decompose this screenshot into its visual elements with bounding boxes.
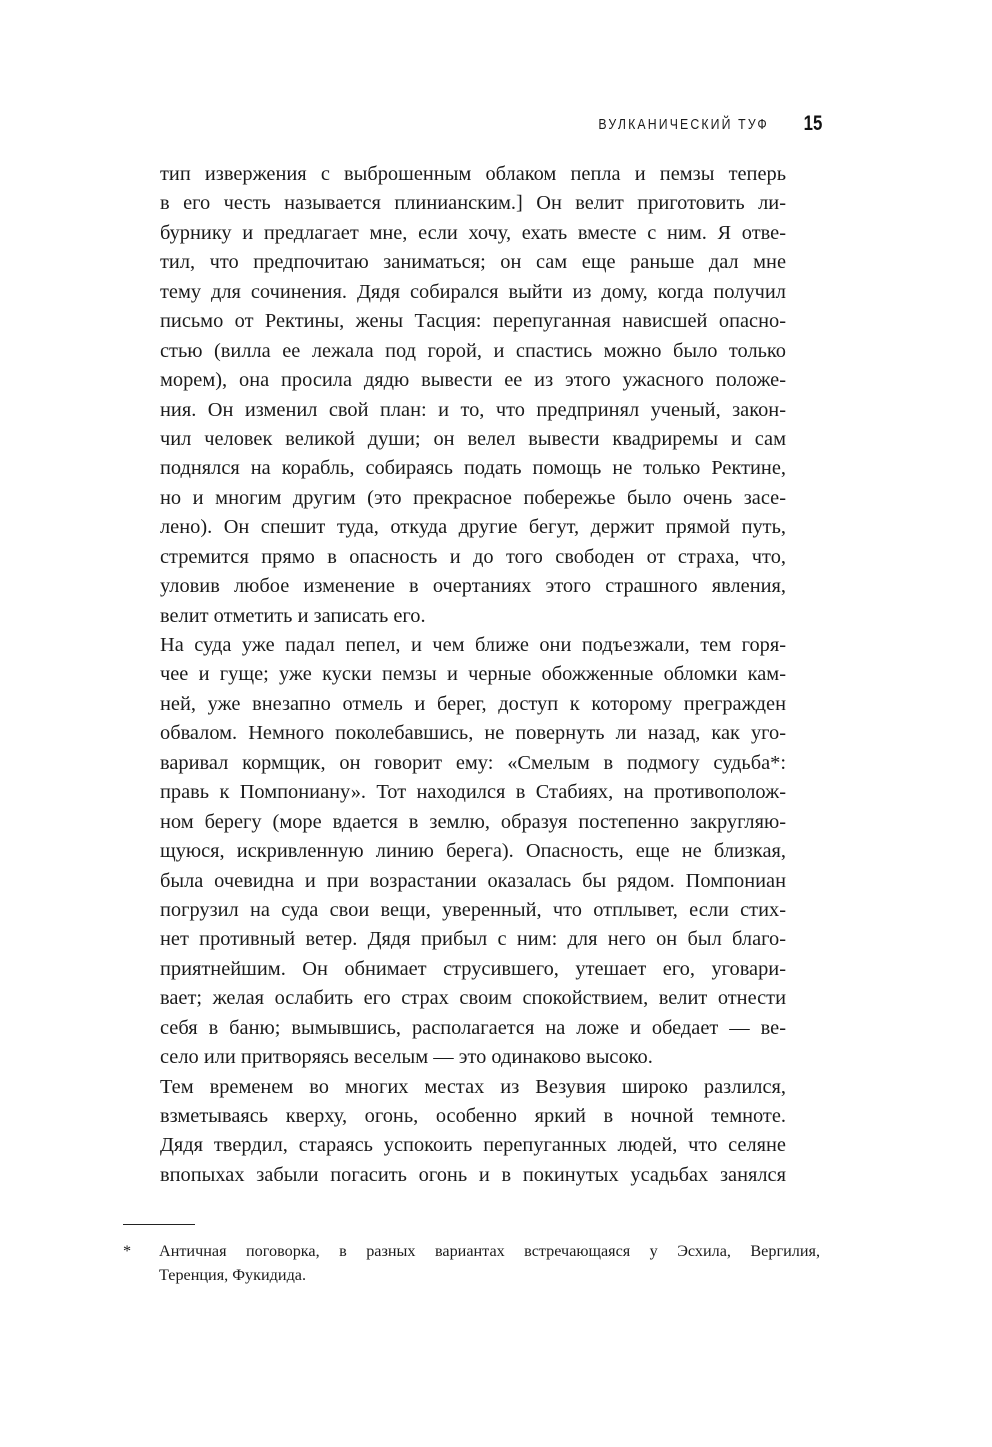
text-line: лено). Он спешит туда, откуда другие бегут, держит прямой путь, (160, 516, 786, 539)
text-line: бурнику и предлагает мне, если хочу, ехать вместе с ним. Я отве- (160, 221, 786, 244)
footnote-line: Античная поговорка, в разных вариантах встречающаяся у Эсхила, Вергилия, (159, 1242, 820, 1260)
text-line: письмо от Ректины, жены Тасция: перепуганная нависшей опасно- (160, 310, 786, 333)
footnote-marker: * (123, 1242, 132, 1260)
text-line: тип извержения с выброшенным облаком пепла и пемзы теперь (160, 163, 786, 185)
text-line: в его честь называется плинианским.] Он велит приготовить ли- (160, 192, 786, 215)
text-line: поднялся на корабль, собираясь подать помощь не только Ректине, (160, 457, 786, 480)
text-line: морем), она просила дядю вывести ее из этого ужасного положе- (160, 369, 786, 392)
text-line: нет противный ветер. Дядя прибыл с ним: для него он был благо- (160, 928, 786, 951)
text-line: ния. Он изменил свой план: и то, что предпринял ученый, закон- (160, 398, 786, 421)
text-line: обвалом. Немного поколебавшись, не повернуть ли назад, как уго- (160, 722, 786, 745)
text-line: себя в баню; вымывшись, располагается на ложе и обедает — ве- (160, 1016, 786, 1039)
text-line: но и многим другим (это прекрасное побережье было очень засе- (160, 486, 786, 509)
text-line: приятнейшим. Он обнимает струсившего, утешает его, уговари- (160, 957, 786, 980)
body-text (160, 160, 786, 1190)
footnote-line: Теренция, Фукидида. (159, 1265, 307, 1284)
text-line: ней, уже внезапно отмель и берег, доступ к которому прегражден (160, 692, 786, 715)
text-line: тил, что предпочитаю заниматься; он сам еще раньше дал мне (160, 251, 786, 274)
text-line: Тем временем во многих местах из Везувия широко разлился, (160, 1075, 786, 1098)
text-line: была очевидна и при возрастании оказалась бы рядом. Помпониан (160, 869, 786, 892)
running-head (560, 110, 822, 138)
text-line: ном берегу (море вдается в землю, образуя постепенно закругляю- (160, 810, 786, 833)
footnote (123, 1240, 820, 1287)
text-line: погрузил на суда свои вещи, уверенный, что отплывет, если стих- (160, 898, 786, 921)
text-line: На суда уже падал пепел, и чем ближе они подъезжали, тем горя- (160, 634, 786, 656)
text-line: стью (вилла ее лежала под горой, и спастись можно было только (160, 339, 786, 362)
text-line: чее и гуще; уже куски пемзы и черные обожженные обломки кам- (160, 663, 786, 686)
text-line: правь к Помпониану». Тот находился в Стабиях, на противополож- (160, 781, 786, 804)
text-line: вает; желая ослабить его страх своим спокойствием, велит отнести (160, 987, 786, 1010)
text-line: уловив любое изменение в очертаниях этого страшного явления, (160, 575, 786, 598)
text-line: чил человек великой души; он велел вывести квадриремы и сам (160, 427, 786, 450)
page-number: 15 (803, 112, 822, 135)
text-line: щуюся, искривленную линию берега). Опасность, еще не близкая, (160, 840, 786, 863)
text-line: стремится прямо в опасность и до того свободен от страха, что, (160, 545, 786, 568)
text-line: взметываясь кверху, огонь, особенно яркий в ночной темноте. (160, 1105, 786, 1127)
text-line: впопыхах забыли погасить огонь и в покинутых усадьбах занялся (160, 1163, 786, 1186)
footnote-text (159, 1240, 820, 1287)
text-line: тему для сочинения. Дядя собирался выйти из дому, когда получил (160, 280, 786, 303)
text-line: Дядя твердил, стараясь успокоить перепуганных людей, что селяне (160, 1134, 786, 1157)
chapter-title: ВУЛКАНИЧЕСКИЙ ТУФ (598, 115, 769, 133)
footnote-divider (123, 1224, 195, 1225)
text-line: село или притворяясь веселым — это одинаково высоко. (160, 1046, 653, 1069)
text-line: варивал кормщик, он говорит ему: «Смелым в подмогу судьба*: (160, 751, 786, 774)
text-line: велит отметить и записать его. (160, 604, 426, 627)
